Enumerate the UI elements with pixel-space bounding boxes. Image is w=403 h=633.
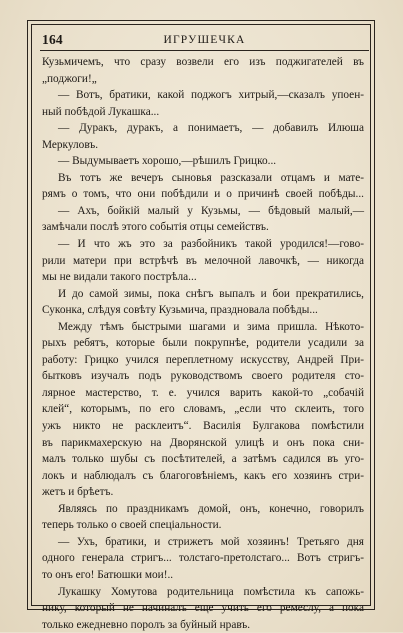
- text-line: ужъ никто не расклеитъ“. Василія Булгакова помѣстили: [42, 420, 364, 433]
- text-line: мы не видали такого пострѣла...: [42, 271, 197, 284]
- text-line: ный побѣдой Лукашка...: [42, 105, 160, 118]
- text-line: теперь только о своей спеціальности.: [42, 519, 222, 532]
- text-line: — Дуракъ, дуракъ, а понимаетъ, — добавилъ Илюша: [58, 122, 364, 135]
- text-line: работу: Грицко учился переплетному искусству, Андрей При-: [42, 353, 364, 366]
- text-line: одного генерала стригъ... толстаго-претолстаго... Вотъ стригъ-: [42, 552, 364, 565]
- text-line: бытковъ изучалъ подъ руководствомъ своего родителя сто-: [42, 370, 364, 383]
- text-line: „поджоги!„: [42, 72, 97, 85]
- text-line: локъ и наблюдалъ съ благоговѣніемъ, какъ его хозяинъ стри-: [42, 469, 364, 482]
- text-line: только ежедневно поролъ за буйный нравъ.: [42, 618, 251, 631]
- text-line: рыхъ ребятъ, которые были покрупнѣе, родители усадили за: [42, 337, 364, 350]
- text-line: — И что жъ это за разбойникъ такой уродился!—гово-: [58, 238, 364, 251]
- text-line: — Ухъ, братики, и стрижетъ мой хозяинъ! Третьяго дня: [58, 535, 364, 548]
- text-line: замѣчали послѣ этого событія отцы семействъ.: [42, 221, 269, 234]
- text-line: нику, который не начиналъ еще учить его ремеслу, а пока: [42, 602, 364, 615]
- text-line: Между тѣмъ быстрыми шагами и зима пришла. Нѣкото-: [58, 320, 364, 333]
- text-line: — Вотъ, братики, какой поджогъ хитрый,—сказалъ упоен-: [58, 89, 364, 102]
- page-number: 164: [42, 32, 63, 47]
- page-header: [42, 31, 367, 49]
- text-line: лярное мастерство, т. е. учился варить какой-то „собачій: [42, 386, 364, 399]
- text-line: — Выдумываетъ хорошо,—рѣшилъ Грицко...: [58, 155, 277, 168]
- text-line: въ парикмахерскую на Дворянской улицѣ и онъ пока сни-: [42, 436, 364, 449]
- text-line: — Ахъ, бойкій малый у Кузьмы, — бѣдовый малый,—: [58, 204, 364, 217]
- text-line: то онъ его! Батюшки мои!..: [42, 568, 174, 581]
- text-line: рили матери при встрѣчѣ въ мелочной лавочкѣ, — никогда: [42, 254, 364, 267]
- text-line: Суконка, слѣдуя совѣту Кузьмича, праздновала побѣды...: [42, 304, 318, 317]
- header-rule: [40, 50, 369, 51]
- body-text: [42, 54, 364, 633]
- text-line: рямъ о томъ, что они побѣдили и о причинѣ своей побѣды...: [42, 188, 364, 201]
- text-line: жетъ и брѣетъ.: [42, 486, 114, 499]
- text-line: Являясь по праздникамъ домой, онъ, конечно, говорилъ: [58, 502, 364, 515]
- running-title: ИГРУШЕЧКА: [163, 34, 246, 46]
- text-line: малъ только шубы съ посѣтителей, а затѣмъ садился въ уго-: [42, 453, 364, 466]
- text-line: Меркуловъ.: [42, 138, 99, 151]
- text-line: клей“, которымъ, по его словамъ, „если что склеить, того: [42, 403, 364, 416]
- text-line: И до самой зимы, пока снѣгъ выпалъ и бои прекратились,: [58, 287, 364, 300]
- text-line: Въ тотъ же вечеръ сыновья разсказали отцамъ и мате-: [58, 171, 364, 184]
- text-line: Кузьмичемъ, что сразу возвели его изъ поджигателей въ: [42, 56, 364, 68]
- text-line: Лукашку Хомутова родительница помѣстила къ сапожь-: [58, 585, 364, 598]
